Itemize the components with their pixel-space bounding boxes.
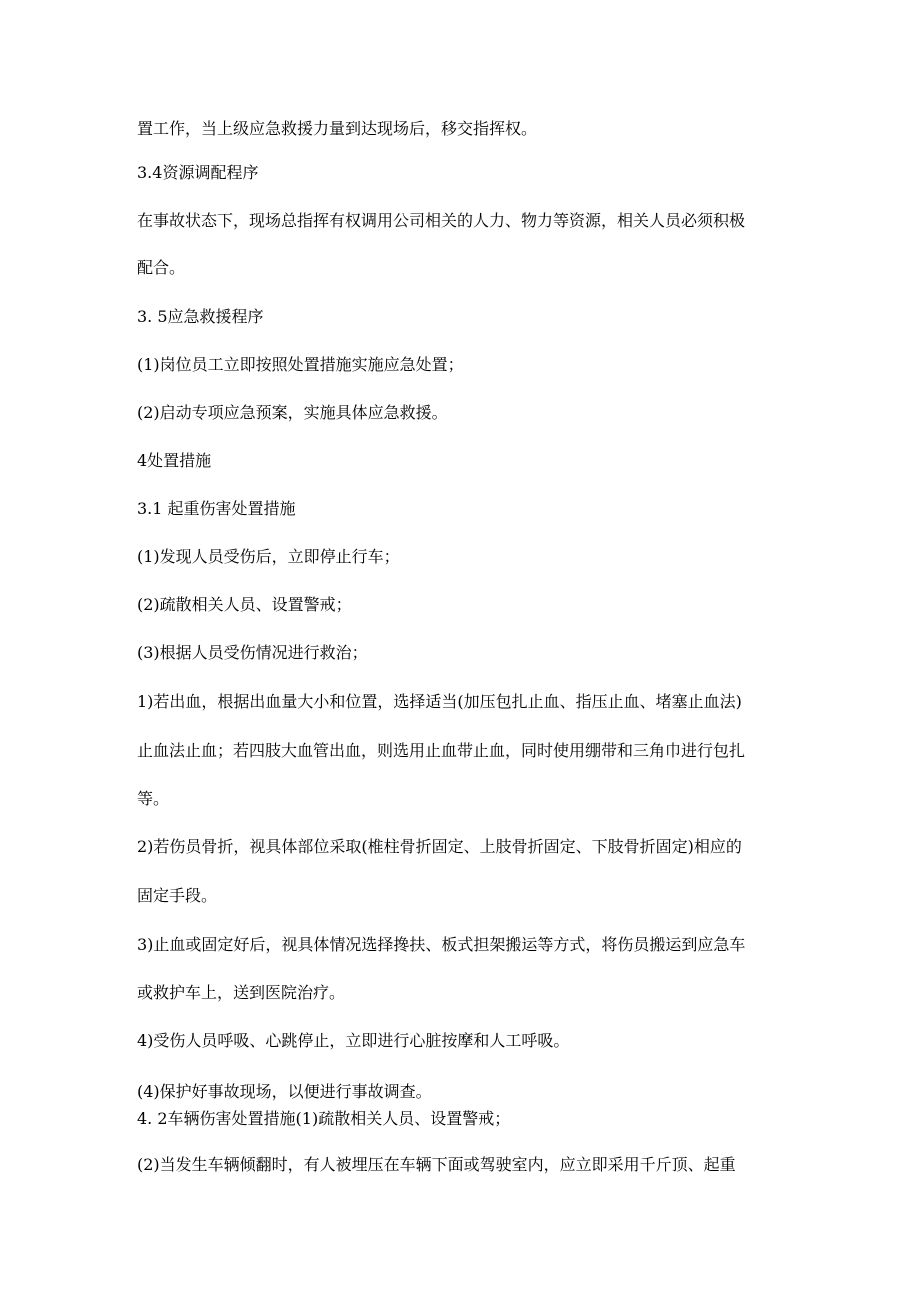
section-heading: 3.1 起重伤害处置措施: [137, 499, 296, 518]
section-heading: 4. 2车辆伤害处置措施(1)疏散相关人员、设置警戒；: [137, 1109, 511, 1128]
section-heading: 3.4资源调配程序: [137, 163, 259, 182]
list-item: 4)受伤人员呼吸、心跳停止，立即进行心脏按摩和人工呼吸。: [137, 1031, 570, 1050]
text-line: 等。: [137, 789, 170, 808]
list-item: (4)保护好事故现场，以便进行事故调查。: [137, 1082, 432, 1101]
list-item: (3)根据人员受伤情况进行救治；: [137, 643, 368, 662]
list-item: 3)止血或固定好后，视具体情况选择搀扶、板式担架搬运等方式，将伤员搬运到应急车: [137, 935, 746, 954]
text-line: 固定手段。: [137, 886, 218, 905]
section-heading: 3. 5应急救援程序: [137, 307, 264, 326]
text-line: 置工作，当上级应急救援力量到达现场后，移交指挥权。: [137, 119, 538, 138]
list-item: 1)若出血，根据出血量大小和位置，选择适当(加压包扎止血、指压止血、堵塞止血法): [137, 692, 742, 711]
text-line: 配合。: [137, 258, 186, 277]
text-line: 止血法止血；若四肢大血管出血，则选用止血带止血，同时使用绷带和三角巾进行包扎: [137, 741, 746, 760]
section-heading: 4处置措施: [137, 451, 212, 470]
list-item: (2)疏散相关人员、设置警戒；: [137, 595, 352, 614]
list-item: (2)启动专项应急预案，实施具体应急救援。: [137, 403, 448, 422]
text-line: 在事故状态下，现场总指挥有权调用公司相关的人力、物力等资源，相关人员必须积极: [137, 211, 746, 230]
list-item: 2)若伤员骨折，视具体部位采取(椎柱骨折固定、上肢骨折固定、下肢骨折固定)相应的: [137, 837, 742, 856]
list-item: (2)当发生车辆倾翻时，有人被埋压在车辆下面或驾驶室内，应立即采用千斤顶、起重: [137, 1155, 736, 1174]
list-item: (1)岗位员工立即按照处置措施实施应急处置；: [137, 355, 464, 374]
text-line: 或救护车上，送到医院治疗。: [137, 983, 346, 1002]
list-item: (1)发现人员受伤后，立即停止行车；: [137, 547, 400, 566]
